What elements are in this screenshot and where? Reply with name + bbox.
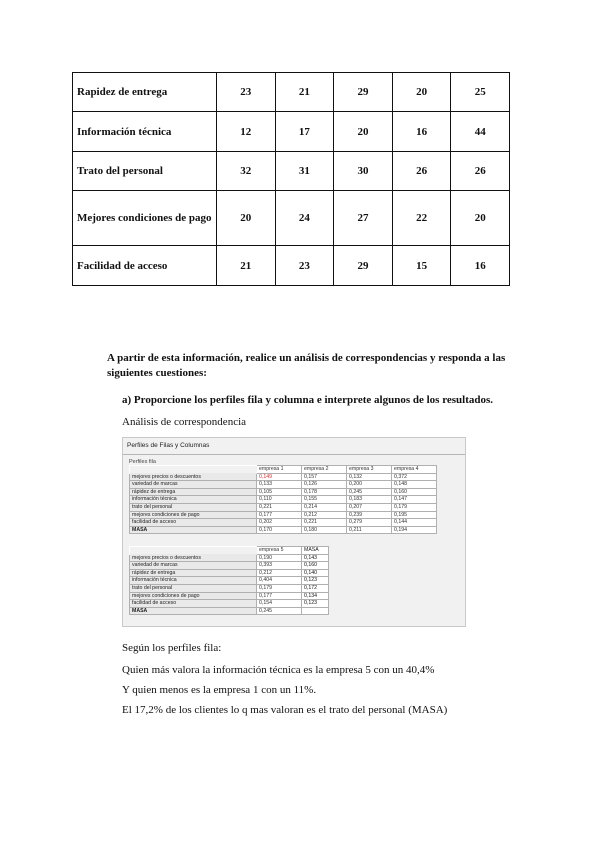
corner-cell: [130, 466, 257, 474]
screenshot-subtitle: Perfiles fila: [129, 459, 156, 465]
screenshot-title: Perfiles de Filas y Columnas: [127, 442, 210, 449]
table-cell: 0,110: [257, 496, 302, 504]
table-cell: 27: [334, 191, 393, 246]
corner-cell: [130, 547, 257, 555]
row-label: facilidad de acceso: [130, 600, 257, 608]
table-cell: 22: [392, 191, 451, 246]
table-cell: 0,200: [347, 481, 392, 489]
table-cell: 24: [275, 191, 334, 246]
table-cell: 0,177: [257, 592, 302, 600]
table-cell: 0,221: [302, 519, 347, 527]
table-cell: 0,123: [302, 577, 329, 585]
row-label: trato del personal: [130, 584, 257, 592]
table-cell: 29: [334, 73, 393, 112]
table-row: [130, 569, 329, 577]
table-cell: 0,190: [257, 554, 302, 562]
table-row: [130, 496, 437, 504]
table-row: [130, 481, 437, 489]
table-cell: 0,160: [392, 488, 437, 496]
row-label: información técnica: [130, 577, 257, 585]
conclusion-line: Quien más valora la información técnica es la empresa 5 con un 40,4%: [122, 664, 435, 676]
table-cell: 31: [275, 152, 334, 191]
table-cell: 0,211: [347, 526, 392, 534]
table-header-row: [130, 466, 437, 474]
table-cell: 0,140: [302, 569, 329, 577]
table-row: [130, 526, 437, 534]
table-row: [130, 511, 437, 519]
table-cell: 0,178: [302, 488, 347, 496]
table-cell: 21: [217, 246, 276, 286]
table-cell: 0,157: [302, 473, 347, 481]
table-cell: 0,194: [392, 526, 437, 534]
row-label: facilidad de acceso: [130, 519, 257, 527]
conclusion-line: El 17,2% de los clientes lo q mas valoran es el trato del personal (MASA): [122, 704, 448, 716]
table-row: [73, 73, 510, 112]
table-cell: 16: [451, 246, 510, 286]
table-cell: 0,126: [302, 481, 347, 489]
row-label: MASA: [130, 526, 257, 534]
table-row: [130, 607, 329, 615]
row-label: Trato del personal: [73, 152, 217, 191]
table-cell: 29: [334, 246, 393, 286]
table-cell: 0,134: [302, 592, 329, 600]
row-label: trato del personal: [130, 503, 257, 511]
row-label: mejores condiciones de pago: [130, 592, 257, 600]
table-cell: 0,214: [302, 503, 347, 511]
table-cell: 0,221: [257, 503, 302, 511]
table-cell: 0,212: [302, 511, 347, 519]
table-cell: 0,393: [257, 562, 302, 570]
row-label: mejores precios o descuentos: [130, 554, 257, 562]
table-cell: 21: [275, 73, 334, 112]
table-cell: 30: [334, 152, 393, 191]
table-cell: 0,148: [392, 481, 437, 489]
table-cell: 44: [451, 112, 510, 152]
table-cell: 23: [217, 73, 276, 112]
table-row: [130, 473, 437, 481]
table-cell: 0,154: [257, 600, 302, 608]
table-cell: 0,143: [302, 554, 329, 562]
title-divider: [123, 454, 465, 455]
table-cell: 17: [275, 112, 334, 152]
table-cell: 0,144: [392, 519, 437, 527]
table-cell: 0,147: [392, 496, 437, 504]
table-cell: 20: [392, 73, 451, 112]
table-cell: 0,179: [257, 584, 302, 592]
table-row: [130, 519, 437, 527]
row-label: MASA: [130, 607, 257, 615]
table-cell: 0,202: [257, 519, 302, 527]
table-cell: 0,245: [257, 607, 302, 615]
table-cell: 0,105: [257, 488, 302, 496]
table-cell: 0,404: [257, 577, 302, 585]
column-header: empresa 2: [302, 466, 347, 474]
table-cell: 20: [217, 191, 276, 246]
table-cell: 0,179: [392, 503, 437, 511]
table-cell: 0,195: [392, 511, 437, 519]
row-label: mejores precios o descuentos: [130, 473, 257, 481]
row-label: variedad de marcas: [130, 562, 257, 570]
table-row: [130, 488, 437, 496]
table-cell: 0,160: [302, 562, 329, 570]
table-cell: 15: [392, 246, 451, 286]
company-ratings-table: [72, 72, 510, 286]
analysis-heading: Análisis de correspondencia: [122, 416, 247, 428]
table-cell: 12: [217, 112, 276, 152]
embedded-screenshot: [122, 437, 466, 627]
table-cell: 0,183: [347, 496, 392, 504]
row-label: rápidez de entrega: [130, 488, 257, 496]
table-cell: 0,133: [257, 481, 302, 489]
table-cell: 0,170: [257, 526, 302, 534]
table-cell: 0,155: [302, 496, 347, 504]
table-cell: 0,123: [302, 600, 329, 608]
column-header: empresa 5: [257, 547, 302, 555]
conclusion-line: Y quien menos es la empresa 1 con un 11%.: [122, 684, 317, 696]
table-row: [130, 600, 329, 608]
table-row: [130, 584, 329, 592]
table-header-row: [130, 547, 329, 555]
table-cell: 26: [451, 152, 510, 191]
row-label: rápidez de entrega: [130, 569, 257, 577]
row-label: Facilidad de acceso: [73, 246, 217, 286]
table-cell: 32: [217, 152, 276, 191]
table-cell: 25: [451, 73, 510, 112]
table-cell: 0,372: [392, 473, 437, 481]
intro-paragraph: A partir de esta información, realice un análisis de correspondencias y responda a las siguientes cuestiones:: [107, 352, 506, 379]
table-cell: 0,239: [347, 511, 392, 519]
table-cell: 20: [334, 112, 393, 152]
column-header: empresa 4: [392, 466, 437, 474]
column-header: empresa 3: [347, 466, 392, 474]
table-row: [73, 246, 510, 286]
row-label: Información técnica: [73, 112, 217, 152]
table-cell: 0,177: [257, 511, 302, 519]
row-label: mejores condiciones de pago: [130, 511, 257, 519]
row-label: variedad de marcas: [130, 481, 257, 489]
column-header: MASA: [302, 547, 329, 555]
table-cell: 0,207: [347, 503, 392, 511]
table-cell: 0,180: [302, 526, 347, 534]
table-cell: 0,279: [347, 519, 392, 527]
table-cell: 0,245: [347, 488, 392, 496]
row-label: información técnica: [130, 496, 257, 504]
table-row: [130, 503, 437, 511]
table-cell: 0,172: [302, 584, 329, 592]
table-cell: [302, 607, 329, 615]
table-row: [130, 562, 329, 570]
row-label: Mejores condiciones de pago: [73, 191, 217, 246]
table-cell-highlighted: 0,149: [257, 473, 302, 481]
row-label: Rapidez de entrega: [73, 73, 217, 112]
table-cell: 26: [392, 152, 451, 191]
table-cell: 23: [275, 246, 334, 286]
table-row: [130, 577, 329, 585]
row-profiles-table-1: [129, 465, 437, 534]
table-row: [130, 554, 329, 562]
table-cell: 16: [392, 112, 451, 152]
table-cell: 0,212: [257, 569, 302, 577]
table-cell: 20: [451, 191, 510, 246]
conclusion-line: Según los perfiles fila:: [122, 642, 222, 654]
column-header: empresa 1: [257, 466, 302, 474]
table-row: [73, 191, 510, 246]
table-row: [73, 152, 510, 191]
question-a: a) Proporcione los perfiles fila y columna e interprete algunos de los resultados.: [122, 394, 494, 406]
table-row: [73, 112, 510, 152]
table-cell: 0,132: [347, 473, 392, 481]
table-row: [130, 592, 329, 600]
row-profiles-table-2: [129, 546, 329, 615]
